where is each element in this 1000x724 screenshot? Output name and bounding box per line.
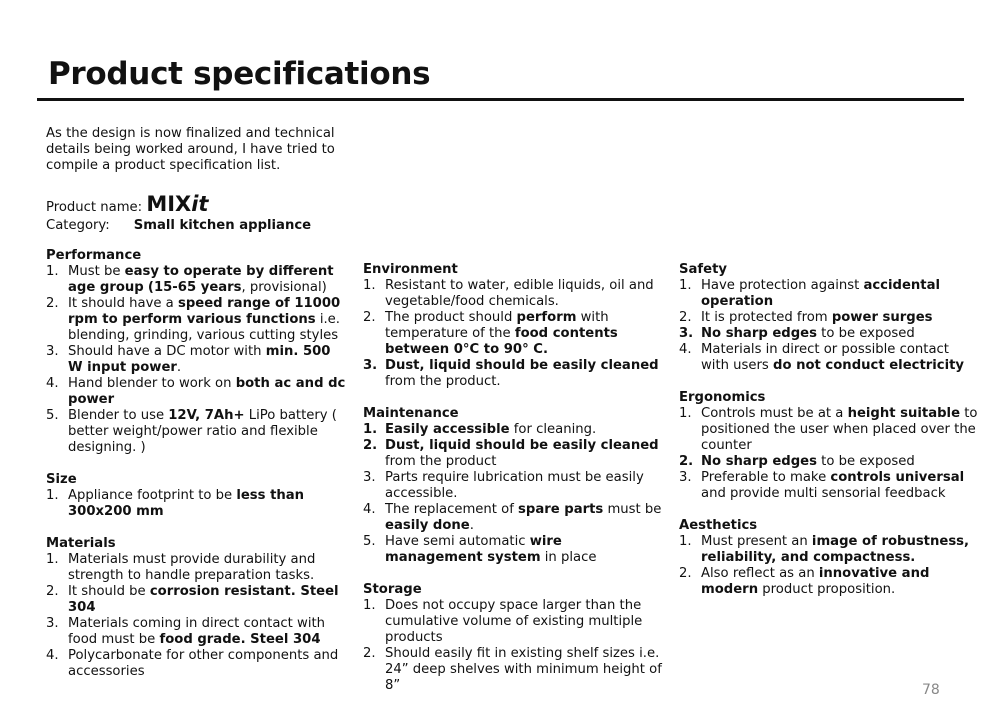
spec-list-ergonomics <box>679 406 979 502</box>
section-list-left <box>46 248 346 680</box>
section-heading-safety: Safety <box>679 262 727 277</box>
spec-text: Also reflect as an <box>701 566 819 581</box>
column-right <box>679 262 979 614</box>
spec-item-number: 3. <box>679 470 692 485</box>
spec-text: Should easily fit in existing shelf sizes i.e. 24” deep shelves with minimum height of 8” <box>385 646 662 693</box>
section-materials <box>46 536 346 680</box>
spec-text: i.e. blending, grinding, various cutting styles <box>68 312 340 343</box>
spec-item <box>679 566 979 598</box>
spec-item <box>363 470 663 502</box>
spec-text: It is protected from <box>701 310 832 325</box>
section-performance <box>46 248 346 456</box>
spec-list-materials <box>46 552 346 680</box>
spec-text-bold: height suitable <box>847 406 961 421</box>
category-value: Small kitchen appliance <box>133 218 312 233</box>
section-storage <box>363 582 663 694</box>
spec-item-number: 1. <box>46 264 59 279</box>
section-aesthetics <box>679 518 979 598</box>
spec-text: from the product <box>385 454 497 469</box>
spec-text-bold: min. 500 W input power <box>68 344 331 375</box>
spec-item <box>46 616 346 648</box>
spec-item-number: 3. <box>679 326 694 341</box>
spec-text-bold: food grade. Steel 304 <box>159 632 321 647</box>
spec-text: to be exposed <box>816 326 915 341</box>
spec-item <box>679 534 979 566</box>
spec-text: The replacement of <box>385 502 519 517</box>
spec-text: Does not occupy space larger than the cumulative volume of existing multiple products <box>385 598 643 645</box>
spec-text: Materials coming in direct contact with food must be <box>68 616 326 647</box>
spec-item <box>363 358 663 390</box>
spec-text: and provide multi sensorial feedback <box>701 486 946 501</box>
spec-text: Materials in direct or possible contact with users <box>701 342 949 373</box>
spec-item <box>363 438 663 470</box>
spec-text-bold: innovative and modern <box>701 566 930 597</box>
section-heading-ergonomics: Ergonomics <box>679 390 766 405</box>
product-name-value <box>146 192 208 216</box>
spec-text: from the product. <box>385 374 501 389</box>
section-environment <box>363 262 663 390</box>
spec-item-number: 3. <box>363 358 378 373</box>
spec-text: Controls must be at a <box>701 406 848 421</box>
spec-item <box>679 278 979 310</box>
spec-list-aesthetics <box>679 534 979 598</box>
spec-text-bold: corrosion resistant. Steel 304 <box>68 584 339 615</box>
spec-text: It should be <box>68 584 150 599</box>
spec-text: Must be <box>68 264 125 279</box>
spec-item-number: 1. <box>679 534 692 549</box>
column-left <box>46 126 346 696</box>
page-number: 78 <box>922 682 940 698</box>
spec-item <box>679 326 979 342</box>
spec-item <box>363 278 663 310</box>
section-safety <box>679 262 979 374</box>
product-name-label: Product name: <box>46 200 143 215</box>
spec-item-number: 5. <box>46 408 59 423</box>
spec-text-bold: (15-65 years <box>147 280 242 295</box>
spec-item-number: 4. <box>679 342 692 357</box>
spec-item <box>363 646 663 694</box>
spec-text: Parts require lubrication must be easily accessible. <box>385 470 644 501</box>
spec-text-bold: do not conduct electricity <box>773 358 965 373</box>
spec-text-bold: accidental operation <box>701 278 941 309</box>
spec-text-bold: Dust, liquid should be easily cleaned <box>385 358 659 373</box>
spec-item <box>679 454 979 470</box>
spec-text-bold: less than 300x200 mm <box>68 488 305 519</box>
spec-text: Must present an <box>701 534 812 549</box>
spec-text: for cleaning. <box>509 422 597 437</box>
spec-text: Should have a DC motor with <box>68 344 266 359</box>
section-heading-environment: Environment <box>363 262 458 277</box>
section-ergonomics <box>679 390 979 502</box>
spec-item-number: 1. <box>46 488 59 503</box>
spec-item <box>46 264 346 296</box>
spec-item-number: 2. <box>363 646 376 661</box>
spec-item <box>363 502 663 534</box>
product-name-row <box>46 194 346 218</box>
spec-text: Hand blender to work on <box>68 376 236 391</box>
spec-text-bold: wire management system <box>385 534 562 565</box>
section-heading-materials: Materials <box>46 536 116 551</box>
product-name-main: MIX <box>146 192 192 216</box>
spec-text: LiPo battery ( better weight/power ratio and flexible designing. ) <box>68 408 337 455</box>
spec-item <box>46 488 346 520</box>
spec-item-number: 3. <box>46 616 59 631</box>
spec-item <box>46 296 346 344</box>
spec-item-number: 3. <box>46 344 59 359</box>
spec-item-number: 1. <box>679 278 692 293</box>
spec-text-bold: 12V, 7Ah+ <box>168 408 245 423</box>
spec-list-performance <box>46 264 346 456</box>
page-title: Product specifications <box>48 56 431 92</box>
spec-text: The product should <box>385 310 517 325</box>
section-size <box>46 472 346 520</box>
column-middle <box>363 262 663 710</box>
section-list-right <box>679 262 979 598</box>
spec-text-bold: spare parts <box>518 502 604 517</box>
spec-item-number: 1. <box>679 406 692 421</box>
spec-item <box>363 310 663 358</box>
intro-paragraph: As the design is now finalized and technical details being worked around, I have tried to compile a product specification list. <box>46 126 335 173</box>
spec-text-bold: power surges <box>831 310 933 325</box>
spec-text-bold: both ac and dc power <box>68 376 346 407</box>
spec-text-bold: food contents between 0°C to 90° C. <box>385 326 618 357</box>
spec-text-bold: easily done <box>385 518 470 533</box>
spec-text: to positioned the user when placed over the counter <box>701 406 978 453</box>
spec-text-bold: controls universal <box>830 470 965 485</box>
spec-text-bold: Dust, liquid should be easily cleaned <box>385 438 659 453</box>
spec-text: in place <box>540 550 597 565</box>
spec-item <box>679 470 979 502</box>
section-heading-performance: Performance <box>46 248 142 263</box>
section-heading-storage: Storage <box>363 582 422 597</box>
spec-text-bold: perform <box>516 310 577 325</box>
spec-item <box>363 422 663 438</box>
spec-text-bold: easy to operate by different age group <box>68 264 334 295</box>
spec-item-number: 2. <box>679 310 692 325</box>
spec-item <box>679 406 979 454</box>
spec-list-maintenance <box>363 422 663 566</box>
spec-item-number: 4. <box>363 502 376 517</box>
spec-item <box>46 344 346 376</box>
spec-list-size <box>46 488 346 520</box>
spec-text-bold: Easily accessible <box>385 422 510 437</box>
spec-text: Appliance footprint to be <box>68 488 237 503</box>
section-heading-maintenance: Maintenance <box>363 406 459 421</box>
spec-item <box>46 376 346 408</box>
spec-item-number: 3. <box>363 470 376 485</box>
spec-text: Materials must provide durability and strength to handle preparation tasks. <box>68 552 316 583</box>
spec-item-number: 2. <box>679 566 692 581</box>
spec-text: Have semi automatic <box>385 534 530 549</box>
spec-item <box>46 648 346 680</box>
spec-text: It should have a <box>68 296 178 311</box>
spec-item <box>679 342 979 374</box>
spec-text: to be exposed <box>816 454 915 469</box>
spec-text-bold: speed range of 11000 rpm to perform various functions <box>68 296 341 327</box>
spec-list-environment <box>363 278 663 390</box>
spec-item-number: 1. <box>363 422 378 437</box>
category-label: Category: <box>46 218 110 233</box>
spec-text: Polycarbonate for other components and accessories <box>68 648 339 679</box>
spec-item-number: 1. <box>363 598 376 613</box>
spec-text: product proposition. <box>758 582 896 597</box>
spec-text: with temperature of the <box>385 310 609 341</box>
spec-text: must be <box>603 502 662 517</box>
spec-text: . <box>469 518 474 533</box>
spec-item-number: 2. <box>46 584 59 599</box>
spec-item <box>46 584 346 616</box>
spec-item-number: 2. <box>363 438 378 453</box>
spec-list-storage <box>363 598 663 694</box>
title-divider <box>37 98 964 101</box>
spec-item <box>46 408 346 456</box>
spec-item <box>363 598 663 646</box>
spec-item <box>46 552 346 584</box>
section-heading-aesthetics: Aesthetics <box>679 518 758 533</box>
spec-text-bold: No sharp edges <box>701 454 817 469</box>
spec-item <box>363 534 663 566</box>
spec-text: Resistant to water, edible liquids, oil and vegetable/food chemicals. <box>385 278 654 309</box>
spec-text: Have protection against <box>701 278 864 293</box>
spec-item-number: 2. <box>46 296 59 311</box>
spec-text: Preferable to make <box>701 470 831 485</box>
spec-item-number: 4. <box>46 648 59 663</box>
spec-item-number: 4. <box>46 376 59 391</box>
category-row <box>46 218 346 234</box>
spec-list-safety <box>679 278 979 374</box>
spec-item-number: 2. <box>679 454 694 469</box>
product-name-italic: it <box>191 192 209 216</box>
section-list-middle <box>363 262 663 694</box>
section-maintenance <box>363 406 663 566</box>
spec-item-number: 5. <box>363 534 376 549</box>
spec-item-number: 1. <box>46 552 59 567</box>
spec-text: . <box>176 360 182 375</box>
section-heading-size: Size <box>46 472 77 487</box>
spec-item-number: 1. <box>363 278 376 293</box>
spec-item-number: 2. <box>363 310 376 325</box>
spec-text-bold: image of robustness, reliability, and compactness. <box>701 534 970 565</box>
spec-text: , provisional) <box>241 280 327 295</box>
spec-text-bold: No sharp edges <box>701 326 817 341</box>
spec-text: Blender to use <box>68 408 169 423</box>
spec-item <box>679 310 979 326</box>
